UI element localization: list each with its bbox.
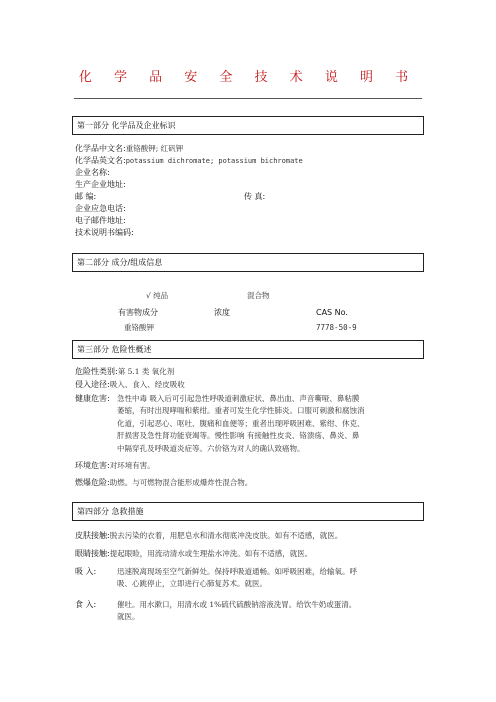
- company-address-label: 生产企业地址:: [75, 180, 126, 189]
- component-column-header: 有害物成分: [118, 308, 158, 317]
- chemical-cn-name-row: [75, 143, 183, 155]
- section-1-title: 第一部分 化学品及企业标识: [77, 121, 176, 130]
- exposure-route-row: [75, 379, 185, 391]
- document-title: 化 学 品 安 全 技 术 说 明 书: [78, 70, 418, 85]
- section-2-title: 第二部分 成分/组成信息: [77, 258, 163, 267]
- health-hazard-line: 急性中毒 吸入后可引起急性呼吸道刺激症状、鼻出血、声音嘶哑、鼻粘膜: [117, 394, 360, 403]
- eye-contact-row: [75, 548, 312, 560]
- eye-contact-label: 眼睛接触:: [75, 549, 110, 558]
- skin-contact-row: [75, 530, 342, 542]
- ingestion-label: 食 入:: [75, 600, 97, 609]
- skin-contact-value: 脱去污染的衣着，用肥皂水和清水彻底冲洗皮肤。如有不适感，就医。: [109, 531, 343, 540]
- section-3-header: [72, 340, 424, 359]
- chemical-en-name-row: [75, 155, 303, 167]
- pure-substance-option: √ 纯品: [146, 291, 169, 300]
- fax-label: 传 真:: [244, 192, 266, 201]
- email-row: [75, 215, 126, 227]
- emergency-phone-label: 企业应急电话:: [75, 204, 126, 213]
- cas-number-cell: 7778-50-9: [316, 323, 357, 332]
- environment-hazard-row: [75, 460, 155, 472]
- section-4-header: [72, 502, 424, 521]
- environment-hazard-value: 对环境有害。: [109, 461, 155, 470]
- inhalation-text: [117, 566, 357, 591]
- postcode-row: [75, 191, 96, 203]
- exposure-route-value: 吸入、食入、经皮吸收: [109, 380, 185, 389]
- mixture-option: 混合物: [247, 291, 270, 300]
- company-name-row: [75, 167, 110, 179]
- inhalation-label: 吸 入:: [75, 567, 97, 576]
- component-name-cell: 重铬酸钾: [124, 323, 154, 332]
- health-hazard-line: 肝损害及急性肾功能衰竭等。慢性影响 有接触性皮炎、铬溃疡、鼻炎、鼻: [117, 431, 360, 441]
- chemical-cn-name-label: 化学品中文名:: [75, 144, 126, 153]
- exposure-route-label: 侵入途径:: [75, 380, 110, 389]
- health-hazard-line: 萎缩，有时出现哮喘和紫绀。重者可发生化学性肺炎。口服可刺激和腐蚀消: [117, 406, 365, 416]
- email-label: 电子邮件地址:: [75, 216, 126, 225]
- health-hazard-line: 中隔穿孔及呼吸道炎症等。六价铬为对人的确认致癌物。: [117, 443, 305, 453]
- inhalation-line: 吸、心跳停止，立即进行心肺复苏术。就医。: [117, 579, 267, 589]
- emergency-phone-row: [75, 203, 126, 215]
- chemical-en-name-value: potassium dichromate; potassium bichromate: [125, 157, 303, 165]
- concentration-column-header: 浓度: [214, 308, 230, 317]
- sds-code-label: 技术说明书编码:: [75, 228, 134, 237]
- health-hazard-label: 健康危害:: [75, 394, 110, 403]
- inhalation-line: 迅速脱离现场至空气新鲜处。保持呼吸道通畅。如呼吸困难，给输氧。呼: [117, 567, 357, 576]
- fire-explosion-row: [75, 477, 252, 489]
- sds-code-row: [75, 227, 134, 239]
- company-address-row: [75, 179, 126, 191]
- hazard-category-label: 危险性类别:: [75, 367, 118, 376]
- health-hazard-line: 化道，引起恶心、呕吐、腹痛和血便等；重者出现呼吸困难、紫绀、休克、: [117, 418, 365, 428]
- postcode-label: 邮 编:: [75, 192, 97, 201]
- eye-contact-value: 提起眼睑，用流动清水或生理盐水冲洗。如有不适感，就医。: [109, 549, 313, 558]
- health-hazard-text: [117, 393, 365, 455]
- section-1-header: [72, 116, 424, 135]
- hazard-category-value: 第 5.1 类 氧化剂: [117, 367, 175, 376]
- ingestion-line: 催吐。用水漱口，用清水或 1%硫代硫酸钠溶液洗胃。给饮牛奶或蛋清。: [117, 600, 357, 609]
- skin-contact-label: 皮肤接触:: [75, 531, 110, 540]
- chemical-en-name-label: 化学品英文名:: [75, 156, 126, 165]
- section-4-title: 第四部分 急救措施: [77, 507, 144, 516]
- section-2-header: [72, 253, 424, 272]
- fire-explosion-value: 助燃。与可燃物混合能形成爆炸性混合物。: [109, 478, 253, 487]
- ingestion-line: 就医。: [117, 612, 140, 622]
- company-name-label: 企业名称:: [75, 168, 110, 177]
- environment-hazard-label: 环境危害:: [75, 461, 110, 470]
- hazard-category-row: [75, 366, 174, 378]
- section-3-title: 第三部分 危险性概述: [77, 345, 152, 354]
- cas-column-header: CAS No.: [316, 308, 348, 317]
- fire-explosion-label: 燃爆危险:: [75, 478, 110, 487]
- fax-row: [244, 191, 265, 203]
- ingestion-text: [117, 599, 356, 624]
- chemical-cn-name-value: 重铬酸钾; 红矾钾: [125, 144, 184, 153]
- title-divider: [74, 98, 422, 99]
